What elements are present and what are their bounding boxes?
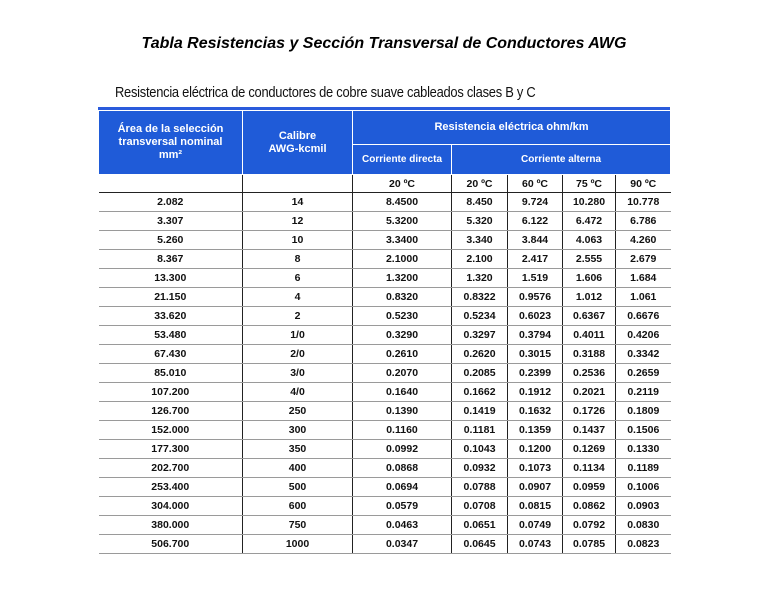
table-cell: 0.1200	[508, 440, 563, 459]
table-cell: 0.8320	[353, 288, 452, 307]
table-cell: 4.260	[616, 231, 671, 250]
table-cell: 8.367	[99, 250, 243, 269]
table-cell: 0.0788	[452, 478, 508, 497]
table-cell: 0.1269	[563, 440, 616, 459]
table-cell: 12	[243, 212, 353, 231]
table-cell: 0.0992	[353, 440, 452, 459]
table-cell: 0.1506	[616, 421, 671, 440]
table-row	[99, 459, 671, 478]
table-cell: 3.340	[452, 231, 508, 250]
table-cell: 10.280	[563, 193, 616, 212]
table-cell: 2.679	[616, 250, 671, 269]
table-cell: 10	[243, 231, 353, 250]
table-row	[99, 307, 671, 326]
header-corriente-directa: Corriente directa	[353, 145, 452, 175]
table-cell: 5.260	[99, 231, 243, 250]
table-cell: 0.0815	[508, 497, 563, 516]
table-cell: 21.150	[99, 288, 243, 307]
table-cell: 2.1000	[353, 250, 452, 269]
table-cell: 0.1437	[563, 421, 616, 440]
table-cell: 0.2610	[353, 345, 452, 364]
table-cell: 177.300	[99, 440, 243, 459]
table-cell: 0.0907	[508, 478, 563, 497]
table-cell: 0.1189	[616, 459, 671, 478]
table-cell: 304.000	[99, 497, 243, 516]
table-cell: 0.2070	[353, 364, 452, 383]
table-cell: 0.2021	[563, 383, 616, 402]
temp-cell: 20 ºC	[452, 175, 508, 193]
table-cell: 0.0579	[353, 497, 452, 516]
table-cell: 0.1640	[353, 383, 452, 402]
table-cell: 0.0743	[508, 535, 563, 554]
table-cell: 2.555	[563, 250, 616, 269]
table-row	[99, 383, 671, 402]
table-cell: 0.6367	[563, 307, 616, 326]
table-cell: 0.3794	[508, 326, 563, 345]
table-row	[99, 421, 671, 440]
table-cell: 1000	[243, 535, 353, 554]
table-cell: 202.700	[99, 459, 243, 478]
table-row	[99, 345, 671, 364]
table-cell: 2.417	[508, 250, 563, 269]
resistance-table	[98, 110, 671, 554]
table-cell: 0.1181	[452, 421, 508, 440]
table-cell: 0.5230	[353, 307, 452, 326]
table-cell: 0.1662	[452, 383, 508, 402]
table-cell: 9.724	[508, 193, 563, 212]
table-cell: 0.4011	[563, 326, 616, 345]
header-area: Área de la selección transversal nominal mm²	[99, 111, 243, 175]
table-cell: 0.3297	[452, 326, 508, 345]
table-cell: 126.700	[99, 402, 243, 421]
table-cell: 1.519	[508, 269, 563, 288]
table-cell: 400	[243, 459, 353, 478]
table-cell: 3.844	[508, 231, 563, 250]
table-cell: 0.8322	[452, 288, 508, 307]
table-cell: 2.082	[99, 193, 243, 212]
table-cell: 8.450	[452, 193, 508, 212]
table-subtitle: Resistencia eléctrica de conductores de cobre suave cableados clases B y C	[115, 84, 536, 101]
table-cell: 0.1073	[508, 459, 563, 478]
table-row	[99, 288, 671, 307]
table-cell: 0.0708	[452, 497, 508, 516]
page-title: Tabla Resistencias y Sección Transversal de Conductores AWG	[141, 35, 627, 52]
table-cell: 250	[243, 402, 353, 421]
table-cell: 0.0694	[353, 478, 452, 497]
header-resistencia: Resistencia eléctrica ohm/km	[353, 111, 671, 145]
table-cell: 53.480	[99, 326, 243, 345]
table-cell: 0.1912	[508, 383, 563, 402]
table-cell: 0.9576	[508, 288, 563, 307]
table-cell: 0.0823	[616, 535, 671, 554]
table-cell: 0.1330	[616, 440, 671, 459]
table-cell: 0.3342	[616, 345, 671, 364]
table-cell: 0.1726	[563, 402, 616, 421]
table-cell: 4/0	[243, 383, 353, 402]
table-cell: 380.000	[99, 516, 243, 535]
table-cell: 0.0749	[508, 516, 563, 535]
table-cell: 0.1359	[508, 421, 563, 440]
table-cell: 1.606	[563, 269, 616, 288]
table-cell: 1/0	[243, 326, 353, 345]
table-cell: 14	[243, 193, 353, 212]
temp-cell: 90 ºC	[616, 175, 671, 193]
table-cell: 6.786	[616, 212, 671, 231]
table-cell: 0.0868	[353, 459, 452, 478]
table-cell: 6.472	[563, 212, 616, 231]
table-cell: 0.0932	[452, 459, 508, 478]
table-cell: 2/0	[243, 345, 353, 364]
table-cell: 0.2399	[508, 364, 563, 383]
temperature-row	[99, 175, 671, 193]
table-cell: 750	[243, 516, 353, 535]
table-cell: 2.100	[452, 250, 508, 269]
table-row	[99, 497, 671, 516]
table-cell: 0.4206	[616, 326, 671, 345]
table-cell: 350	[243, 440, 353, 459]
table-cell: 1.320	[452, 269, 508, 288]
table-cell: 0.0651	[452, 516, 508, 535]
table-row	[99, 193, 671, 212]
table-cell: 0.1809	[616, 402, 671, 421]
table-cell: 0.6023	[508, 307, 563, 326]
table-row	[99, 364, 671, 383]
table-cell: 33.620	[99, 307, 243, 326]
table-cell: 4	[243, 288, 353, 307]
table-row	[99, 326, 671, 345]
table-cell: 1.061	[616, 288, 671, 307]
table-cell: 0.0792	[563, 516, 616, 535]
table-cell: 152.000	[99, 421, 243, 440]
table-cell: 8.4500	[353, 193, 452, 212]
header-calibre: Calibre AWG-kcmil	[243, 111, 353, 175]
table-cell: 0.1134	[563, 459, 616, 478]
table-cell: 0.1006	[616, 478, 671, 497]
table-cell: 0.1390	[353, 402, 452, 421]
temp-cell: 75 ºC	[563, 175, 616, 193]
table-cell: 1.3200	[353, 269, 452, 288]
table-cell: 0.3188	[563, 345, 616, 364]
table-cell: 0.1043	[452, 440, 508, 459]
table-cell: 107.200	[99, 383, 243, 402]
table-cell: 0.0785	[563, 535, 616, 554]
table-row	[99, 269, 671, 288]
table-row	[99, 478, 671, 497]
table-cell: 0.1419	[452, 402, 508, 421]
table-cell: 0.0903	[616, 497, 671, 516]
table-cell: 0.0830	[616, 516, 671, 535]
temp-cell: 60 ºC	[508, 175, 563, 193]
table-cell: 8	[243, 250, 353, 269]
table-cell: 0.2659	[616, 364, 671, 383]
table-cell: 4.063	[563, 231, 616, 250]
table-row	[99, 440, 671, 459]
table-cell: 0.3015	[508, 345, 563, 364]
table-cell: 1.684	[616, 269, 671, 288]
table-cell: 0.6676	[616, 307, 671, 326]
table-cell: 0.0463	[353, 516, 452, 535]
table-row	[99, 516, 671, 535]
table-cell: 0.3290	[353, 326, 452, 345]
table-cell: 0.2536	[563, 364, 616, 383]
table-cell: 0.0862	[563, 497, 616, 516]
table-cell: 300	[243, 421, 353, 440]
table-cell: 506.700	[99, 535, 243, 554]
table-cell: 1.012	[563, 288, 616, 307]
table-row	[99, 250, 671, 269]
table-cell: 2	[243, 307, 353, 326]
table-cell: 67.430	[99, 345, 243, 364]
table-cell: 3.307	[99, 212, 243, 231]
table-cell: 0.1160	[353, 421, 452, 440]
table-cell: 253.400	[99, 478, 243, 497]
table-cell: 0.2620	[452, 345, 508, 364]
table-cell: 85.010	[99, 364, 243, 383]
table-cell: 0.2085	[452, 364, 508, 383]
table-row	[99, 402, 671, 421]
table-cell: 600	[243, 497, 353, 516]
table-row	[99, 535, 671, 554]
table-cell: 3/0	[243, 364, 353, 383]
table-cell: 5.320	[452, 212, 508, 231]
table-cell: 0.1632	[508, 402, 563, 421]
header-corriente-alterna: Corriente alterna	[452, 145, 671, 175]
table-cell: 0.0347	[353, 535, 452, 554]
table-cell: 0.5234	[452, 307, 508, 326]
table-cell: 0.0645	[452, 535, 508, 554]
table-cell: 13.300	[99, 269, 243, 288]
table-cell: 6	[243, 269, 353, 288]
table-row	[99, 231, 671, 250]
table-cell: 500	[243, 478, 353, 497]
table-cell: 10.778	[616, 193, 671, 212]
table-cell: 5.3200	[353, 212, 452, 231]
table-cell: 3.3400	[353, 231, 452, 250]
table-cell: 0.0959	[563, 478, 616, 497]
table-row	[99, 212, 671, 231]
table-cell: 0.2119	[616, 383, 671, 402]
temp-cell: 20 ºC	[353, 175, 452, 193]
table-cell: 6.122	[508, 212, 563, 231]
